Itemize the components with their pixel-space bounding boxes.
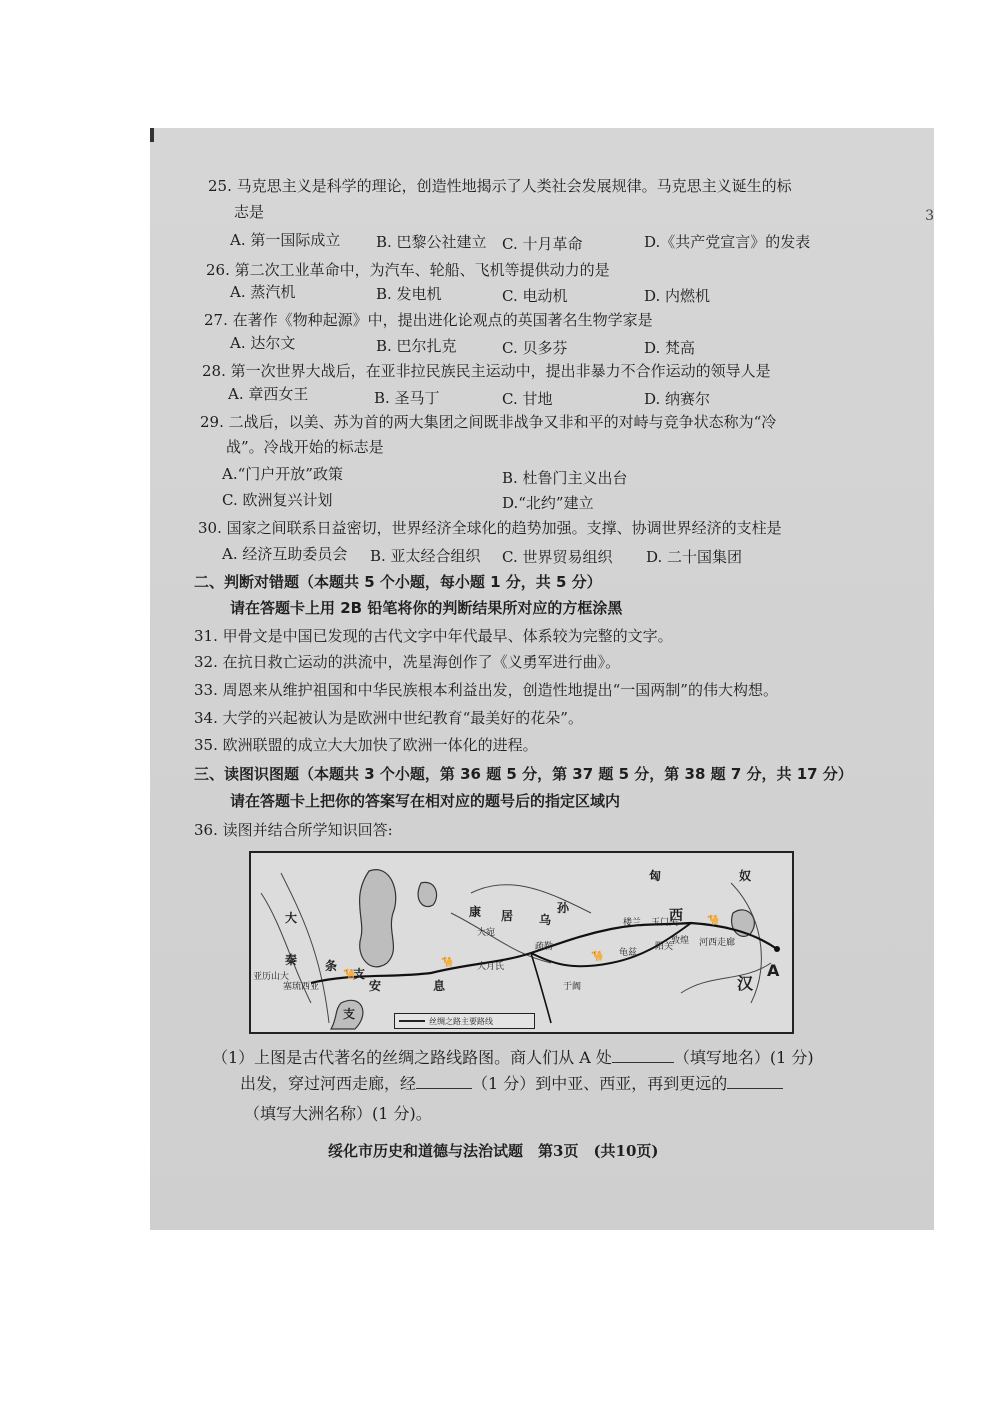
map-label-ju: 居 [501,909,514,923]
map-label-kang: 康 [469,905,482,919]
aral-sea [418,882,436,906]
judgement-item-32: 32. 在抗日救亡运动的洪流中，冼星海创作了《义勇军进行曲》。 [194,653,621,671]
q29-stem-line2: 战”。冷战开始的标志是 [226,438,384,456]
q30-option-b: B. 亚太经合组织 [370,547,481,565]
map-place-dayuan: 大宛 [477,928,496,938]
legend-label: 丝绸之路主要路线 [429,1016,493,1026]
blank-continent [727,1074,783,1089]
q26-option-d: D. 内燃机 [644,287,711,305]
judgement-item-34: 34. 大学的兴起被认为是欧洲中世纪教育“最美好的花朵”。 [194,709,583,727]
q36-1-line3: （填写大洲名称）(1 分)。 [244,1104,432,1123]
q29-option-b: B. 杜鲁门主义出台 [502,469,628,487]
exam-page [150,128,934,1230]
map-label-xi: 西 [669,908,683,924]
map-label-qin: 秦 [285,953,298,967]
q29-stem-line1: 29. 二战后，以美、苏为首的两大集团之间既非战争又非和平的对峙与竞争状态称为“冷 [200,413,777,431]
map-label-da: 大 [285,911,298,925]
q36-1-line2 [240,1074,783,1094]
map-label-zhi-2: 支 [343,1007,356,1021]
map-place-loulan: 楼兰 [623,918,642,928]
q28-stem: 28. 第一次世界大战后，在亚非拉民族民主运动中，提出非暴力不合作运动的领导人是 [202,362,771,380]
camel-icon: 🐪 [591,951,604,962]
q28-option-b: B. 圣马丁 [374,389,440,407]
blank-region [416,1074,472,1089]
section2-heading: 二、判断对错题（本题共 5 个小题，每小题 1 分，共 5 分） [194,573,602,591]
point-a-marker [774,946,780,952]
map-place-alexandria: 亚历山大 [253,972,290,982]
q25-option-d: D.《共产党宣言》的发表 [644,233,811,251]
map-place-yutian: 于阗 [563,982,582,992]
q30-stem: 30. 国家之间联系日益密切，世界经济全球化的趋势加强。支撑、协调世界经济的支柱是 [198,519,782,537]
q28-option-d: D. 纳赛尔 [644,390,711,408]
q36-1-line2-text-b: （1 分）到中亚、西亚，再到更远的 [472,1074,728,1093]
blank-place-name [612,1048,674,1063]
judgement-item-33: 33. 周恩来从维护祖国和中华民族根本利益出发，创造性地提出“一国两制”的伟大构想。 [194,681,778,699]
q28-option-c: C. 甘地 [502,390,553,408]
q30-option-a: A. 经济互助委员会 [222,545,348,563]
map-place-hexi: 河西走廊 [699,938,736,948]
legend-line-swatch [399,1020,425,1022]
map-label-han: 汉 [737,974,754,993]
map-label-tiao: 条 [325,959,338,973]
section2-instruction: 请在答题卡上用 2B 铅笔将你的判断结果所对应的方框涂黑 [230,599,623,617]
q36-1-line1 [212,1048,814,1068]
map-label-xiongnu-2: 奴 [739,869,752,883]
silk-road-map [249,851,794,1034]
camel-icon: 🐪 [343,969,356,980]
q27-option-b: B. 巴尔扎克 [376,337,457,355]
rivers [261,873,771,1023]
q29-option-d: D.“北约”建立 [502,494,594,512]
map-label-an: 安 [369,979,382,993]
q25-option-b: B. 巴黎公社建立 [376,233,487,251]
map-legend [394,1013,535,1029]
q29-option-a: A.“门户开放”政策 [222,465,343,483]
q27-option-c: C. 贝多芬 [502,339,568,357]
map-label-xiongnu-1: 匈 [649,869,662,883]
q25-stem-line1: 25. 马克思主义是科学的理论，创造性地揭示了人类社会发展规律。马克思主义诞生的标 [208,177,792,195]
map-place-qiuci: 龟兹 [619,948,638,958]
caspian-sea [360,870,396,967]
map-label-a: A [767,961,780,980]
judgement-item-35: 35. 欧洲联盟的成立大大加快了欧洲一体化的进程。 [194,736,538,754]
q27-option-a: A. 达尔文 [230,334,296,352]
q26-option-c: C. 电动机 [502,287,568,305]
section3-heading: 三、读图识图题（本题共 3 个小题，第 36 题 5 分，第 37 题 5 分，第 38 题 7 分，共 17 分） [194,765,853,783]
map-place-shule: 疏勒 [535,942,554,952]
q26-stem: 26. 第二次工业革命中，为汽车、轮船、飞机等提供动力的是 [206,261,610,279]
q36-1-line1-text-b: （填写地名）(1 分) [673,1048,814,1067]
q26-option-b: B. 发电机 [376,285,442,303]
map-place-seleucia: 塞琉西亚 [283,982,320,992]
q25-option-a: A. 第一国际成立 [230,231,341,249]
map-label-sun: 孙 [557,901,570,915]
q36-stem: 36. 读图并结合所学知识回答: [194,821,393,839]
map-place-yangguan: 阳关 [655,942,674,952]
q27-option-d: D. 梵高 [644,339,696,357]
camel-icon: 🐪 [441,957,454,968]
judgement-item-31: 31. 甲骨文是中国已发现的古代文字中年代最早、体系较为完整的文字。 [194,627,673,645]
q36-1-line1-text-a: （1）上图是古代著名的丝绸之路线路图。商人们从 A 处 [212,1048,612,1067]
map-label-xi-2: 息 [433,979,446,993]
q36-1-line2-text-a: 出发，穿过河西走廊，经 [240,1074,417,1093]
q30-option-c: C. 世界贸易组织 [502,548,613,566]
q28-option-a: A. 章西女王 [228,385,309,403]
q29-option-c: C. 欧洲复兴计划 [222,491,333,509]
map-label-zhi-1: 支 [353,967,366,981]
map-place-dayuezhi: 大月氏 [477,962,505,972]
q27-stem: 27. 在著作《物种起源》中，提出进化论观点的英国著名生物学家是 [204,311,653,329]
q26-option-a: A. 蒸汽机 [230,283,296,301]
map-place-yumenguan: 玉门关 [651,918,679,928]
map-label-wu: 乌 [539,913,552,927]
q25-stem-line2: 志是 [234,203,265,221]
page-footer: 绥化市历史和道德与法治试题 第3页 (共10页) [328,1142,659,1160]
camel-icon: 🐪 [707,915,720,926]
edge-mark [150,128,154,142]
section3-instruction: 请在答题卡上把你的答案写在相对应的题号后的指定区域内 [230,792,621,810]
q30-option-d: D. 二十国集团 [646,548,743,566]
margin-page-mark: 3 [925,208,934,224]
map-place-dunhuang: 敦煌 [671,936,690,946]
q25-option-c: C. 十月革命 [502,235,583,253]
